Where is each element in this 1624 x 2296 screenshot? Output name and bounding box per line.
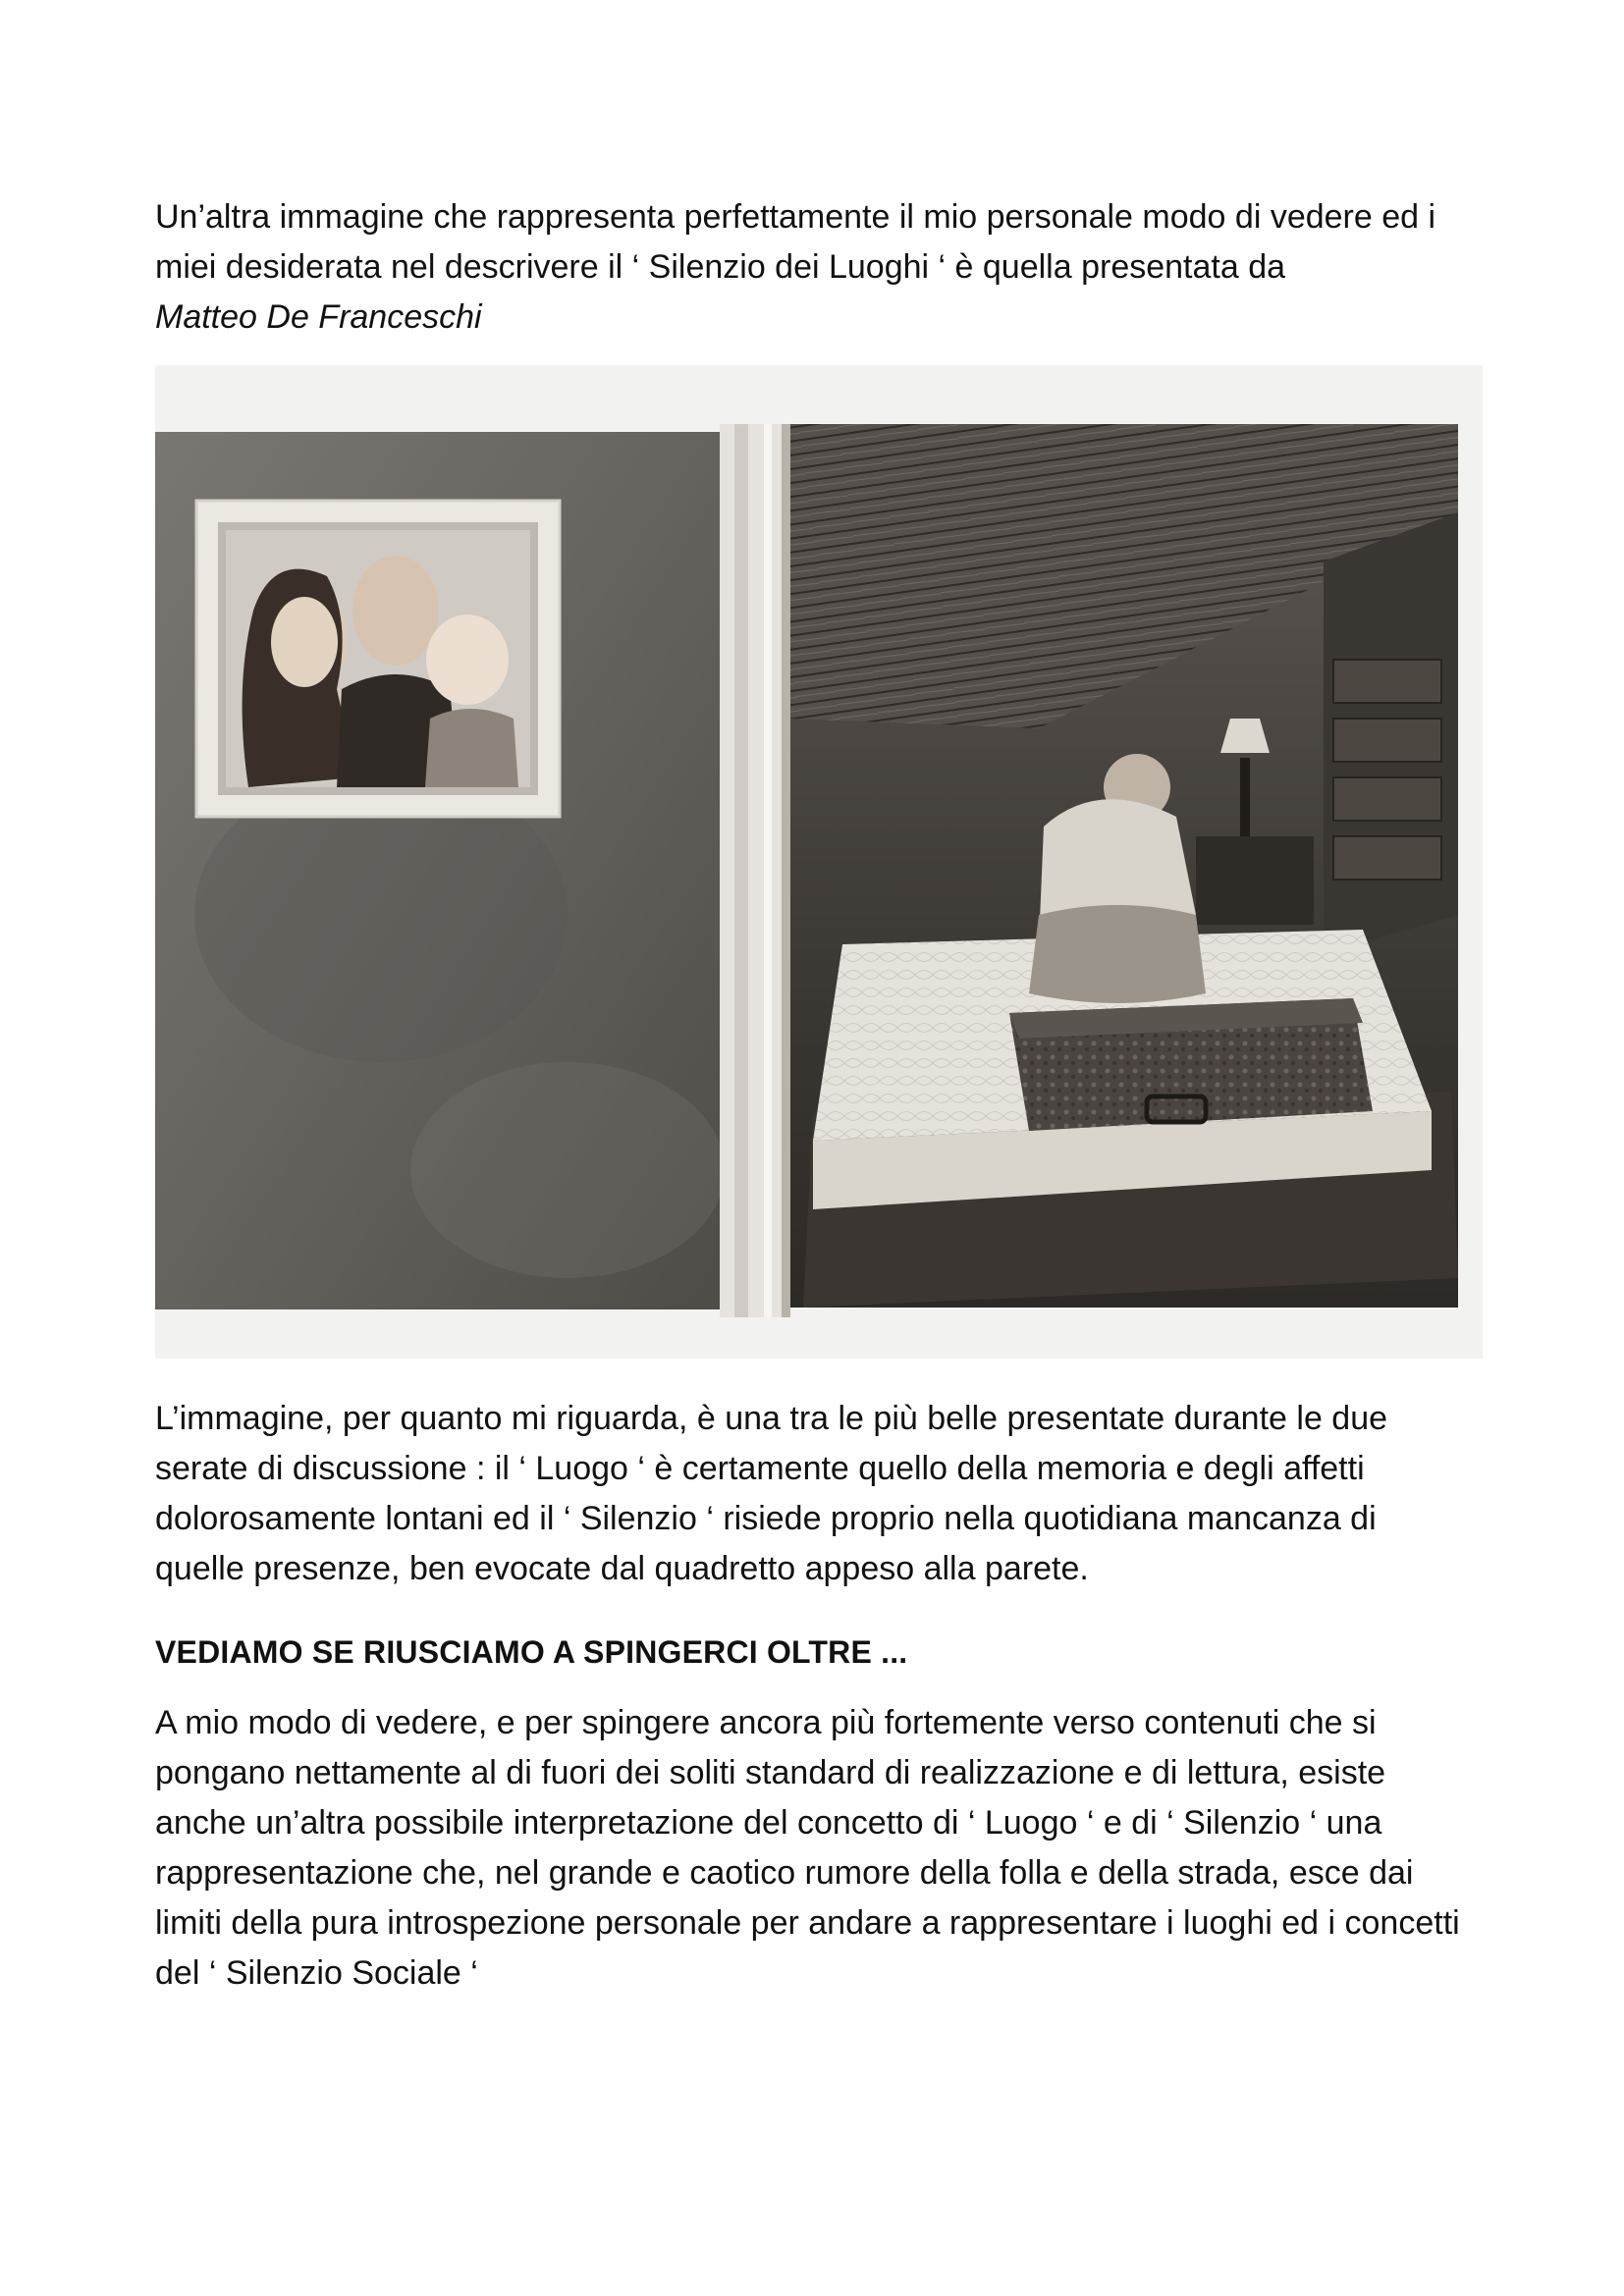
- section-heading: VEDIAMO SE RIUSCIAMO A SPINGERCI OLTRE ...: [155, 1634, 908, 1670]
- frame-divider: [720, 424, 790, 1317]
- commentary-paragraph: L’immagine, per quanto mi riguarda, è una tra le più belle presentate durante le due serate di discussione : il ‘ Luogo ‘ è certamente quello della memoria e degli affetti dolorosamente lontani ed il ‘ Silenzio ‘ risiede proprio nella quotidiana mancanza di quelle presenze, ben evocate dal quadretto appeso alla parete.: [155, 1400, 1388, 1587]
- framed-family-portrait-icon: [196, 501, 560, 817]
- intro-paragraph: [155, 192, 1471, 343]
- photo-diptych: [155, 365, 1483, 1359]
- closing-paragraph: A mio modo di vedere, e per spingere ancora più fortemente verso contenuti che si pongano nettamente al di fuori dei soliti standard di realizzazione e di lettura, esiste anche un’altra possibile interpretazione del concetto di ‘ Luogo ‘ e di ‘ Silenzio ‘ una rappresentazione che, nel grande e caotico rumore della folla e della strada, esce dai limiti della pura introspezione personale per andare a rappresentare i luoghi ed i concetti del ‘ Silenzio Sociale ‘: [155, 1704, 1460, 1992]
- intro-text: Un’altra immagine che rappresenta perfettamente il mio personale modo di vedere ed i miei desiderata nel descrivere il ‘ Silenzio dei Luoghi ‘ è quella presentata da: [155, 198, 1436, 286]
- author-name: Matteo De Franceschi: [155, 298, 482, 336]
